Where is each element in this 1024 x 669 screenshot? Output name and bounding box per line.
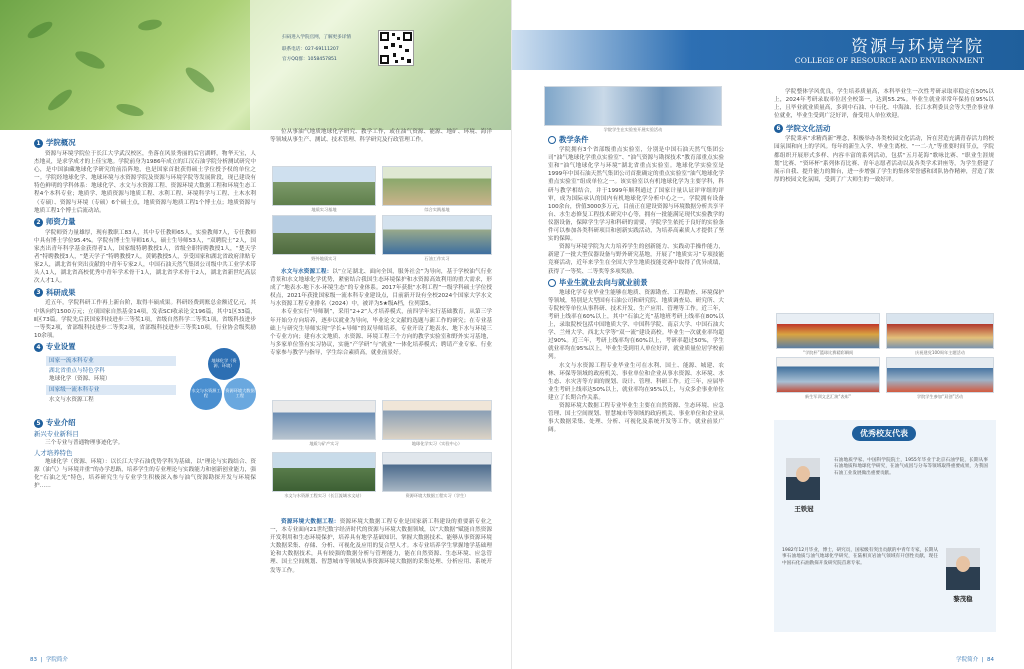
section-title: 科研成果 bbox=[46, 287, 76, 297]
qr-prompt: 扫码进入学院官网，了解更多详情 bbox=[282, 35, 351, 40]
bigdata-title: 资源环境大数据工程： bbox=[281, 519, 340, 525]
photo-caption: 地球化学实习（实验中心） bbox=[411, 441, 463, 446]
section-number: 3 bbox=[34, 288, 43, 297]
alumni-avatar-2 bbox=[946, 548, 980, 590]
page-number: 84 bbox=[987, 657, 994, 663]
majors-block bbox=[34, 354, 256, 416]
teaching-text-2: 资源与环境学院为大力培养学生的创新能力、实践动手操作能力，新建了一批大型仪器设备与野外研究基地，开展了“地质实习”专项技能竞赛活动，近年来学生在全国大学生地质技能竞赛中取得了优异成绩，获得了一等奖、二等奖等多项奖励。 bbox=[548, 244, 724, 275]
major-label: 地球化学（资源、环境） bbox=[49, 376, 111, 383]
majors-diagram bbox=[190, 348, 256, 418]
alumni-name-1: 王铁冠 bbox=[794, 505, 814, 513]
folio-text: 学院简介 bbox=[956, 657, 979, 663]
section-faculty-heading bbox=[34, 218, 256, 227]
major-label: 国家一流本科专业 bbox=[46, 356, 176, 366]
photo-caption: 地质与矿产实习 bbox=[309, 441, 339, 446]
photo-caption: 地质实习基地 bbox=[311, 207, 337, 212]
section-number: 6 bbox=[774, 124, 783, 133]
contact-phone: 联系电话：027-69111207 bbox=[282, 47, 339, 52]
major-label: 湖北省重点与特色学科 bbox=[49, 367, 105, 374]
photo-caption: 石油工作实习 bbox=[424, 256, 450, 261]
alumni-panel bbox=[774, 420, 996, 632]
alumni-avatar-1 bbox=[786, 458, 820, 500]
culture-heading bbox=[774, 124, 994, 133]
section-intro-heading bbox=[34, 419, 256, 428]
activity-photo-4 bbox=[886, 357, 994, 393]
section-number: 2 bbox=[34, 218, 43, 227]
section-title: 专业设置 bbox=[46, 342, 76, 352]
alumni-desc-2: 1982年12月毕业，博士，研究员，国家级有突出贡献的中青年专家，长期从事石油地质与油气地球化学研究，在陆相页岩油气领域有开创性贡献，现任中国石化石油勘探开发研究院首席专家。 bbox=[782, 548, 938, 566]
hydro-block bbox=[270, 268, 492, 357]
photo-3 bbox=[272, 215, 376, 255]
bigdata-block bbox=[270, 518, 492, 575]
photo-caption: 资源环境大数据工程实习（学生） bbox=[405, 493, 469, 498]
section-research-heading bbox=[34, 288, 256, 297]
title-banner bbox=[512, 30, 1024, 70]
left-column-2 bbox=[270, 128, 492, 144]
overview-text: 资源与环境学院位于长江大学武汉校区，坐落在风景秀丽的后官湖畔，物华天宝，人杰地灵，是求学成才的上佳宝地。学院前身为1986年成立的江汉石油学院分析测试研究中心，是中国油藏地球化学研究的前沿阵地，也是国家首批获得硕士学位授予权的单位之一。学院经地球化学、地球环境与水资源学院及资源与环境学院等发展阶段，现已建设有特色鲜明的学科体系：地球化学、水文与水资源工程、资源环境大数据工程和环境生态工程4个本科专业；地质学、地质资源与地质工程、水利工程、环境科学与工程、土木水利（专硕）、资源与环境（专硕）6个硕士点，地质资源与地质工程1个博士点；地质资源与地质工程1个博士后流动站。 bbox=[34, 151, 256, 214]
alumni-title: 优秀校友代表 bbox=[852, 426, 916, 441]
left-column-1 bbox=[34, 136, 256, 491]
official-wechat: 官方QQ群：1058457851 bbox=[282, 57, 337, 62]
section-title: 教学条件 bbox=[559, 135, 589, 144]
header-photo bbox=[0, 0, 512, 130]
photo-1 bbox=[272, 166, 376, 206]
alumni-desc-1: 石油地质学家、中国科学院院士，1955年毕业于北京石油学院，长期从事石油地质和地球化学研究，在油气成因与分布等领域取得重要成果，为我国石油工业发展做出重要贡献。 bbox=[834, 458, 988, 476]
teaching-text: 学院拥有3个省部级重点实验室，分别是中国石油天然气集团公司“油气地球化学重点实验室”、“油气资源与勘探技术”教育部重点实验室和“油气地球化学与环境”湖北省重点实验室。地球化学实验室是1999年中国石油天然气集团公司首批确定的重点实验室“油气地球化学重点实验室”组成单位之一。该实验室以有机地球化学为主要学科，科研与教学相结合，并于1999年顺利通过了国家计量认证评审组的评审，成为国际承认的国内有机地球化学分析中心之一。学院拥有设备100余台，价值3000多万元，目前正在建设资源与环境数据分析共享平台、水生态修复工程技术研究中心等，拥有一批能满足现代实验教学的仪器设备，保障学生学习和科研的需要，学院学生依托于良好的实验条件可以参加各类科研项目和创新实践活动，为培养高素质人才提供了坚实的保障。 bbox=[548, 147, 724, 243]
intro-text: 地球化学（资源、环境）：以长江大学石油优势学科为基础，以“理论与实践结合、资源（油气）与环境并重”的办学思路，培养学生的专业理论与实践能力和创新创业能力，强化“石油之光”特色，培养研究生与专业学生积极深入参与油气资源勘探开发与环境保护…… bbox=[34, 459, 256, 490]
ring-icon bbox=[548, 136, 556, 144]
employment-text-2: 水文与水资源工程专业毕业生可在水利、国土、能源、城建、农林、环保等领域的政府机关、事业单位和企业从事水资源、水环境、水生态、水灾害等方面的规划、设计、管理、科研工作。近三年，应届毕业生考研上线率达50%以上，就业率均在95%以上，与众多企事业单位建立了长期合作关系。 bbox=[548, 362, 724, 401]
major-label: 水文与水资源工程 bbox=[49, 397, 94, 404]
research-text: 近五年，学院科研工作再上新台阶，取得丰硕成果。科研经费到账总金额近亿元，其中纵向约1500万元；立项国家自然基金14项，发表SCI收录论文196篇，其中1区33篇，Ⅱ区73篇。学院先后获国家科技进步三等奖1项，省级自然科学二等奖1项，省级科技进步一等奖2项，省部级科技进步二等奖2项，省部级科技进步三等奖10项，行业协会级奖励10余项。 bbox=[34, 300, 256, 339]
activity-photo-1 bbox=[776, 313, 880, 349]
teaching-heading bbox=[548, 136, 724, 144]
section-number: 5 bbox=[34, 419, 43, 428]
section-number: 1 bbox=[34, 139, 43, 148]
circle-bigdata: 资源环境大数据工程 bbox=[224, 378, 256, 410]
lab-photo-caption: 学院学生在实验室开展实验活动 bbox=[603, 127, 663, 132]
college-subtitle: COLLEGE OF RESOURCE AND ENVIRONMENT bbox=[794, 56, 984, 65]
circle-geochem: 地球化学（资源、环境） bbox=[208, 348, 240, 380]
photo-caption: 水文与水资源工程实习（长江流域水文站） bbox=[284, 493, 364, 498]
majors-list bbox=[46, 356, 176, 404]
right-page bbox=[512, 0, 1024, 669]
left-folio: 83 | 学院简介 bbox=[30, 657, 68, 663]
right-folio: 学院简介 | 84 bbox=[956, 657, 994, 663]
hydro-title: 水文与水资源工程： bbox=[281, 269, 333, 275]
section-overview-heading bbox=[34, 139, 256, 148]
culture-text: 学院秉承“求精尚新”理念，积极举办各类校园文化活动，旨在营造充满青春活力的校园氛围和向上的学风。每年的新生入学、毕业生离校、“一二·九”等重要时间节点，学院都组织开展形式多样、内容丰富的系列活动，包括“五月花海”歌咏比赛、“职业生涯规划”比赛、“资环杯”系列体育比赛、青年志愿者活动以及各类学术讲座等，为学生搭建了展示自我、提升能力的舞台，进一步增强了学生的集体荣誉感和团队协作精神，营造了浓厚的校园文化氛围，受到了广大师生的一致好评。 bbox=[774, 136, 994, 183]
activity-caption: 新生军训文艺汇演“表彰” bbox=[804, 394, 852, 399]
photo-caption: 综合实践基地 bbox=[424, 207, 450, 212]
photo-caption: 野外地质实习 bbox=[311, 256, 337, 261]
photo-8 bbox=[382, 452, 492, 492]
section-title: 专业介绍 bbox=[46, 418, 76, 428]
major-label: 国家级一流本科专业 bbox=[46, 385, 176, 395]
right-column-2 bbox=[774, 88, 994, 184]
employment-text: 地球化学专业毕业生能够在地质、资源勘查、工程勘查、环境保护等领域，特别是大型国有石油公司和研究院、地质调查局、研究所、大专院校等单位从事科研、技术开发、生产应用、管理等工作。近三年，考研上线率在60%以上，其中“石油之光”基地班考研上线率在80%以上，录取院校包括中国地质大学、中国科学院、南京大学、中国石油大学、兰州大学、西北大学等“双一流”建设高校。毕业生一次就业率均超过90%。近三年，考研上线率均在60%以上，考研率超过50%，学生就业率均在95%以上，毕业生受到用人单位好评，就业质量位居学校前列。 bbox=[548, 289, 724, 361]
page-number: 83 bbox=[30, 657, 37, 663]
college-title: 资源与环境学院 bbox=[851, 37, 984, 57]
qr-code[interactable] bbox=[378, 30, 414, 66]
employment-text-3: 资源环境大数据工程专业毕业生主要在自然资源、生态环境、应急管理、国土空间规划、智慧城市等领域的政府机关、事业单位和企业从事大数据采集、处理、分析、可视化及系统开发等工作，就业前景广阔。 bbox=[548, 403, 724, 434]
intro-subhead-2: 人才培养特色 bbox=[34, 449, 73, 458]
geochem-intro-cont: 位从事油气地质地球化学研究、教学工作，或在油气资源、能源、地矿、环境、海洋等领域从事生产、测试、技术管理、科学研究及行政管理工作。 bbox=[270, 129, 492, 144]
qr-prompt-block bbox=[282, 34, 382, 62]
graduates-text: 学院整体学风优良，学生培养质量高，本科毕业生一次性考研录取率稳定在50%以上，2024年考研录取率位居全校第一，达到55.2%。毕业生就业率常年保持在95%以上，且毕业就业质量高，多到中石油、中石化、中海油、长江水利委员会等大型企事业单位就业，毕业生受到广泛好评，备受用人单位欢迎。 bbox=[774, 89, 994, 120]
photo-7 bbox=[272, 452, 376, 492]
intro-subhead-1: 新兴专业新科目 bbox=[34, 429, 79, 438]
photo-6 bbox=[382, 400, 492, 440]
circle-hydro: 水文与水资源工程 bbox=[190, 378, 222, 410]
folio-text: 学院简介 bbox=[45, 657, 68, 663]
section-title: 学院概况 bbox=[46, 138, 76, 148]
activity-photo-3 bbox=[776, 357, 880, 393]
faculty-text: 学院师资力量雄厚，现有教职工83人，其中专任教师65人，实验教师7人，专任教师中具有博士学位95.4%。学院有博士生导师16人，硕士生导师53人，“双聘院士”2人，国家杰出青年科学基金获得者1人，国家级特聘教授1人，省级全职特聘教授1人，“楚天学者”特聘教授3人，“楚天学子”特聘教授7人，黄鹤教授5人，享受国家和湖北省政府津贴专家2人，湖北省有突出贡献的中青年专家2人，中国石油天然气集团公司级中共工业学术带头人1人，湖北省高校优秀中青年学术骨干1人，湖北省学术骨干2人，湖北省新世纪高层次人才1人。 bbox=[34, 229, 256, 285]
section-title: 毕业生就业去向与就业前景 bbox=[559, 277, 648, 287]
intro-subtext-1: 三个专业与普通物理事迹化学。 bbox=[45, 439, 124, 446]
activity-caption: 庆祝建党100周年主题活动 bbox=[915, 350, 965, 355]
photo-4 bbox=[382, 215, 492, 255]
hydro-text: 以“立足湖北、面向全国，服务社会”为导向，基于学校油气行业背景和水文地球化学优势，紧密结合我国生态环境保护和水资源高效利用的重大需求，形成了“地表水-地下水-环境生态”的专业体系。2017年获批“水利工程”一级学科硕士学位授权点，2021年获批国家级一流本科专业建设点，目前新开设有全校2024个国家大学水文与水资源工程专业排名（2024）中，被评为5★级A档，位列第5。 bbox=[270, 269, 492, 308]
activity-caption: 学院学生参加“双创”活动 bbox=[916, 394, 964, 399]
section-title: 学院文化活动 bbox=[786, 123, 831, 133]
right-column-1 bbox=[548, 133, 724, 434]
activity-photo-2 bbox=[886, 313, 994, 349]
hydro-text-2: 本专业实行“导师制”，采用“2+2”人才培养模式，前四学年实行基础教育，从第三学年开始分方向培养，逐步以就业为导向，毕业论文文献的选题与新工作的研究；在专业基础上与研究生导师实现“学长+导师”的双导师培养，专业开设了地表水、地下水与环境三个专业方向；建有水文地质、水资源、环境工程三个方向的教学实验室和野外实习基地，与多家单位签有实习协议，实施“产学研”与“就业”一体化培养模式；聘请产业专家、行业专家参与教学与指导，学生综合素质高，就业前景好。 bbox=[270, 309, 492, 356]
lab-photo bbox=[544, 86, 722, 126]
ring-icon bbox=[548, 279, 556, 287]
employment-heading bbox=[548, 279, 724, 287]
section-number: 4 bbox=[34, 343, 43, 352]
photo-2 bbox=[382, 166, 492, 206]
activity-caption: “学院杯”篮球比赛精彩瞬间 bbox=[802, 350, 854, 355]
section-title: 师资力量 bbox=[46, 217, 76, 227]
bigdata-text: 资源环境大数据工程专业是国家新工科建设的重要新专业之一，本专业面向21世纪数字经济时代的资源与环境大数据领域，以“大数据”赋能自然资源开发利用和生态环境保护，培养具有地学基础知识、掌握大数据技术、能够从事资源环境大数据采集、存储、分析、可视化及应用的复合型人才。本专业培养学生掌握地学基础理论和大数据技术，具有较强的数据分析与管理能力，能在自然资源、生态环境、应急管理、国土空间规划、智慧城市等领域从事资源环境大数据的采集处理、分析应用、系统开发等工作。 bbox=[270, 519, 492, 574]
alumni-name-2: 黎茂稳 bbox=[953, 595, 973, 603]
photo-5 bbox=[272, 400, 376, 440]
